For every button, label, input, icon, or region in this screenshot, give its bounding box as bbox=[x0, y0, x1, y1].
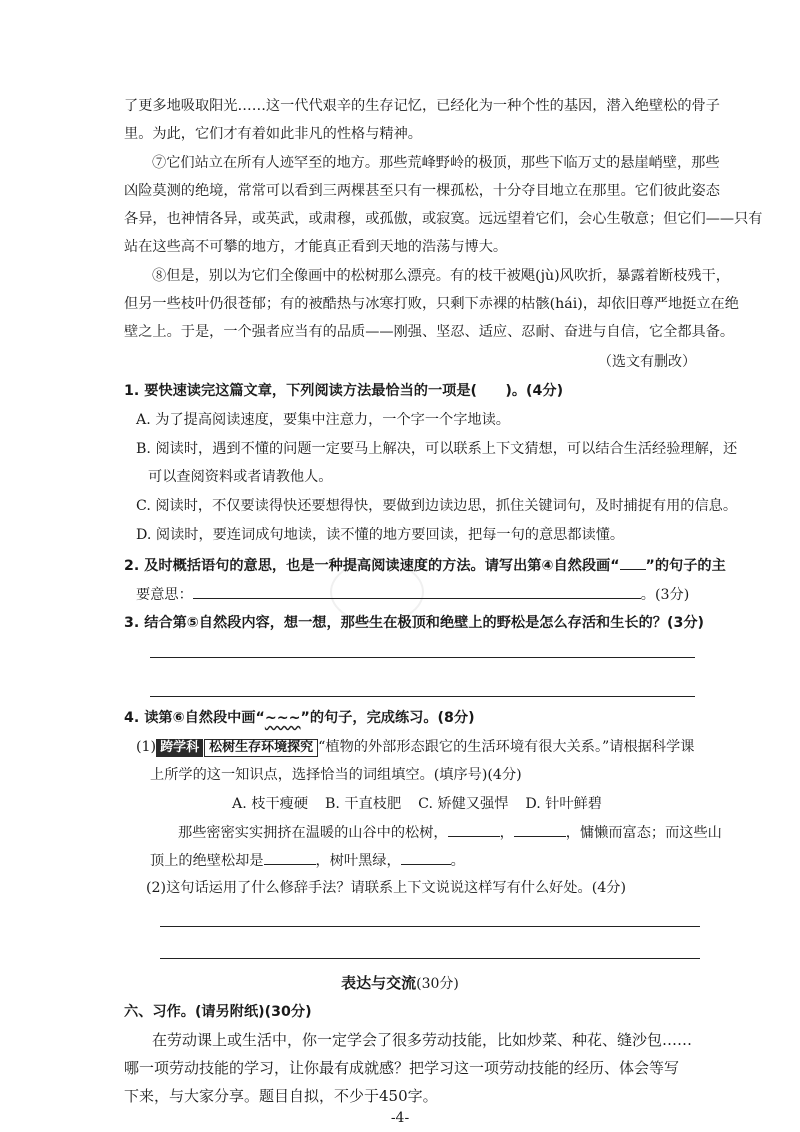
passage-line: 凶险莫测的绝境，常常可以看到三两棵甚至只有一棵孤松，十分夺目地立在那里。它们彼此姿态 bbox=[124, 183, 720, 199]
passage-line: 但另一些枝叶仍很苍郁；有的被酷热与冰寒打败，只剩下赤裸的枯骸(hái)，却依旧尊严地挺立在绝 bbox=[124, 296, 739, 312]
passage-line: 里。为此，它们才有着如此非凡的性格与精神。 bbox=[124, 126, 422, 142]
passage-line: 站在这些高不可攀的地方，才能真正看到天地的浩荡与博大。 bbox=[124, 239, 508, 255]
option-b-continued: 可以查阅资料或者请教他人。 bbox=[148, 469, 333, 485]
sub-question-2: (2)这句话运用了什么修辞手法？请联系上下文说说这样写有什么好处。(4分) bbox=[146, 880, 627, 896]
word-option-d: D. 针叶鲜碧 bbox=[525, 796, 602, 812]
passage-line: 了更多地吸取阳光……这一代代艰辛的生存记忆，已经化为一种个性的基因，潜入绝壁松的骨子 bbox=[124, 98, 720, 114]
question-2-points: 。(3分) bbox=[640, 587, 690, 603]
fill-text: 那些密密实实拥挤在温暖的山谷中的松树， bbox=[178, 825, 448, 841]
question-2-stem-text: 2. 及时概括语句的意思，也是一种提高阅读速度的方法。请写出第④自然段画“ bbox=[124, 558, 620, 574]
word-option-b: B. 干直枝肥 bbox=[324, 796, 402, 812]
fill-text: ，树叶黑绿， bbox=[315, 853, 401, 869]
section-points: (30分) bbox=[416, 976, 459, 992]
fill-text: ，慵懒而富态；而这些山 bbox=[565, 825, 722, 841]
fill-text: 顶上的绝壁松却是 bbox=[150, 853, 264, 869]
writing-prompt-line: 哪一项劳动技能的学习，让你最有成就感？把学习这一项劳动技能的经历、体会等写 bbox=[124, 1059, 680, 1077]
fill-text: ， bbox=[499, 825, 514, 841]
sub-question-number: (1) bbox=[136, 739, 157, 755]
wavy-mark: ~~~ bbox=[264, 710, 301, 726]
section-title-text: 表达与交流 bbox=[341, 974, 417, 992]
option-a: A. 为了提高阅读速度，要集中注意力，一个字一个字地读。 bbox=[136, 412, 510, 428]
word-option-a: A. 枝干瘦硬 bbox=[232, 796, 309, 812]
fill-text: 。 bbox=[450, 853, 465, 869]
answer-line[interactable] bbox=[160, 926, 700, 927]
option-d: D. 阅读时，要连词成句地读，读不懂的地方要回读，把每一句的意思都读懂。 bbox=[136, 527, 625, 543]
question-4-stem-text-end: ”的句子，完成练习。(8分) bbox=[300, 710, 475, 726]
question-2-stem-text-end: ”的句子的主 bbox=[645, 558, 726, 574]
sub-question-1-line2: 上所学的这一知识点，选择恰当的词组填空。(填序号)(4分) bbox=[150, 767, 522, 783]
passage-line: 壁之上。于是，一个强者应当有的品质——刚强、坚忍、适应、忍耐、奋进与自信，它全都具备。 bbox=[124, 324, 735, 340]
cross-subject-tag: 跨学科 bbox=[156, 739, 203, 757]
writing-prompt-line: 在劳动课上或生活中，你一定学会了很多劳动技能，比如炒菜、种花、缝沙包…… bbox=[152, 1031, 693, 1049]
question-1-stem: 1. 要快速读完这篇文章，下列阅读方法最恰当的一项是( )。(4分) bbox=[124, 383, 564, 399]
section-title bbox=[0, 972, 800, 993]
option-c: C. 阅读时，不仅要读得快还要想得快，要做到边读边思，抓住关键词句，及时捕捉有用的信息。 bbox=[136, 498, 738, 514]
sub-question-1-text: “植物的外部形态跟它的生活环境有很大关系。”请根据科学课 bbox=[318, 739, 695, 755]
question-4-stem-text: 4. 读第⑥自然段中画“ bbox=[124, 710, 265, 726]
question-6-stem: 六、习作。(请另附纸)(30分) bbox=[124, 1004, 312, 1020]
topic-tag: 松树生存环境探究 bbox=[204, 739, 318, 757]
source-note: （选文有删改） bbox=[598, 354, 696, 370]
word-option-c: C. 矫健又强悍 bbox=[418, 796, 509, 812]
paragraph-7: ⑦它们站立在所有人迹罕至的地方。那些荒峰野岭的极顶，那些下临万丈的悬崖峭壁，那些 bbox=[152, 155, 720, 171]
passage-line: 各异，也神情各异，或英武，或肃穆，或孤傲，或寂寞。远远望着它们，会心生敬意；但它们——只有 bbox=[124, 211, 763, 227]
page-number: -4- bbox=[390, 1110, 410, 1126]
answer-line[interactable] bbox=[160, 958, 700, 959]
question-3-stem: 3. 结合第⑤自然段内容，想一想，那些生在极顶和绝壁上的野松是怎么存活和生长的？(3分) bbox=[124, 615, 704, 631]
writing-prompt-line: 下来，与大家分享。题目自拟，不少于450字。 bbox=[124, 1087, 438, 1105]
paragraph-8: ⑧但是，别以为它们全像画中的松树那么漂亮。有的枝干被飓(jù)风吹折，暴露着断枝残干， bbox=[152, 268, 730, 284]
option-b: B. 阅读时，遇到不懂的问题一定要马上解决，可以联系上下文猜想，可以结合生活经验理解，还 bbox=[136, 441, 738, 457]
question-2-label: 要意思： bbox=[136, 587, 193, 603]
